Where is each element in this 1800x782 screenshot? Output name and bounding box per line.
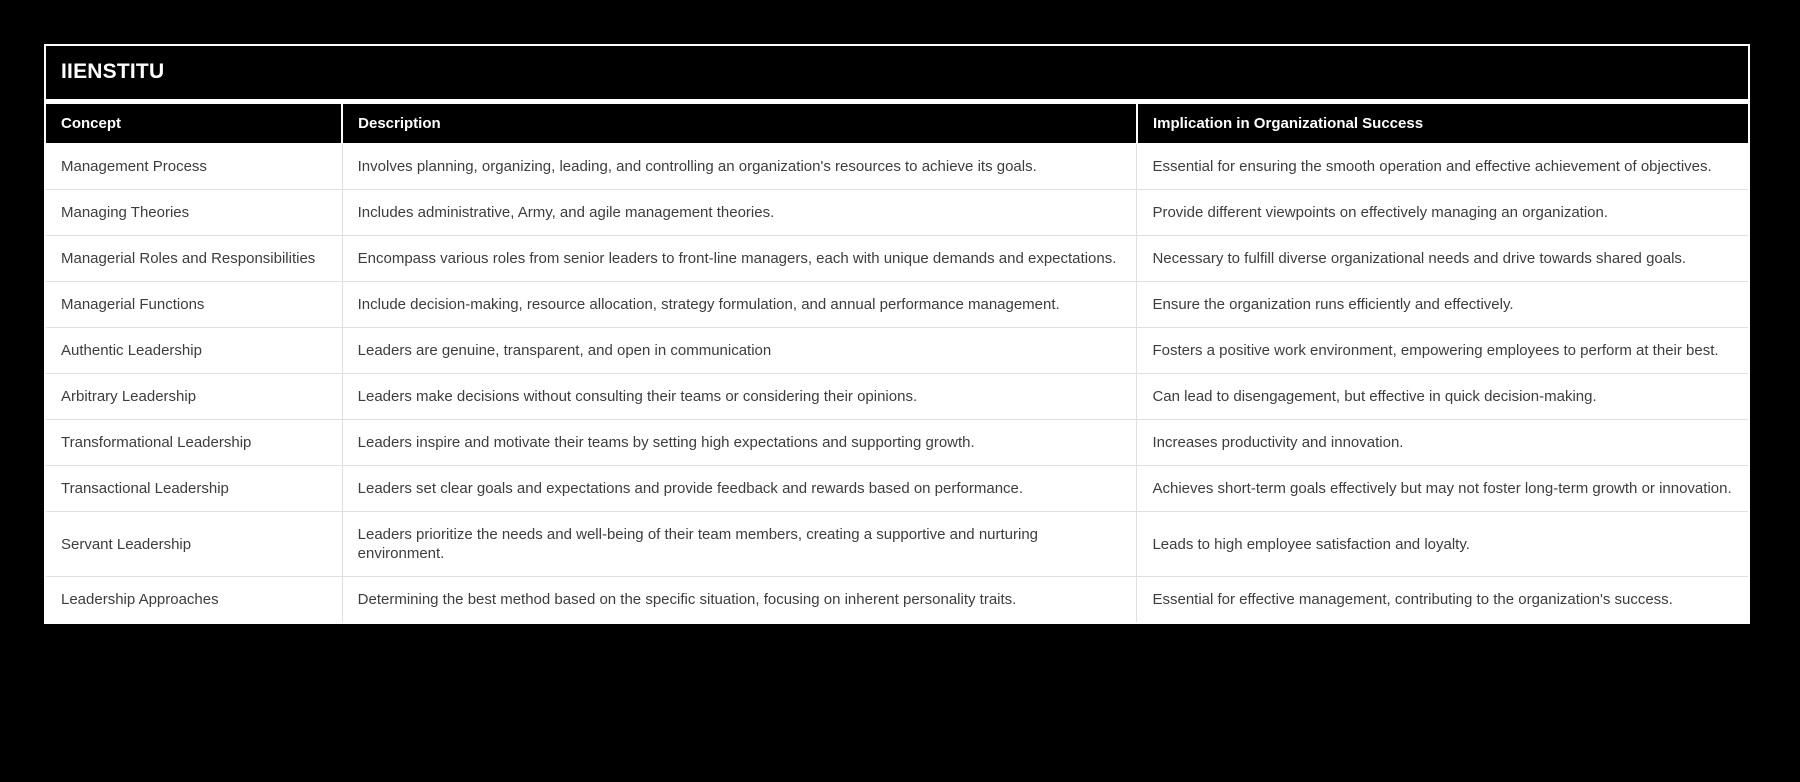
table-cell-implication: Necessary to fulfill diverse organizational needs and drive towards shared goals. [1137,236,1748,282]
column-header-concept: Concept [46,104,342,144]
table-row [46,512,1748,577]
table-cell-description: Involves planning, organizing, leading, and controlling an organization's resources to achieve its goals. [342,144,1137,190]
table-cell-implication: Increases productivity and innovation. [1137,420,1748,466]
table-cell-concept: Managing Theories [46,190,342,236]
table-cell-concept: Transformational Leadership [46,420,342,466]
table-cell-description: Leaders are genuine, transparent, and open in communication [342,328,1137,374]
table-cell-implication: Essential for ensuring the smooth operation and effective achievement of objectives. [1137,144,1748,190]
table-cell-description: Leaders make decisions without consulting their teams or considering their opinions. [342,374,1137,420]
table-row [46,236,1748,282]
table-cell-concept: Transactional Leadership [46,466,342,512]
table-row [46,577,1748,623]
table-cell-concept: Managerial Functions [46,282,342,328]
column-header-implication: Implication in Organizational Success [1137,104,1748,144]
table-body [46,144,1748,623]
table-cell-description: Leaders set clear goals and expectations and provide feedback and rewards based on performance. [342,466,1137,512]
table-row [46,282,1748,328]
table-cell-description: Leaders prioritize the needs and well-being of their team members, creating a supportive and nurturing environment. [342,512,1137,577]
concepts-table [46,104,1748,622]
table-cell-implication: Essential for effective management, contributing to the organization's success. [1137,577,1748,623]
table-cell-description: Encompass various roles from senior leaders to front-line managers, each with unique demands and expectations. [342,236,1137,282]
table-cell-description: Leaders inspire and motivate their teams by setting high expectations and supporting growth. [342,420,1137,466]
table-cell-implication: Ensure the organization runs efficiently and effectively. [1137,282,1748,328]
concepts-panel [44,44,1750,624]
table-row [46,420,1748,466]
table-header [46,104,1748,144]
table-cell-implication: Fosters a positive work environment, empowering employees to perform at their best. [1137,328,1748,374]
table-row [46,466,1748,512]
column-header-description: Description [342,104,1137,144]
table-cell-implication: Provide different viewpoints on effectively managing an organization. [1137,190,1748,236]
table-cell-description: Include decision-making, resource allocation, strategy formulation, and annual performance management. [342,282,1137,328]
table-cell-implication: Achieves short-term goals effectively but may not foster long-term growth or innovation. [1137,466,1748,512]
table-cell-description: Determining the best method based on the specific situation, focusing on inherent personality traits. [342,577,1137,623]
table-cell-description: Includes administrative, Army, and agile management theories. [342,190,1137,236]
brand-title: IIENSTITU [46,46,1748,99]
table-cell-concept: Management Process [46,144,342,190]
table-row [46,374,1748,420]
table-row [46,144,1748,190]
table-cell-implication: Leads to high employee satisfaction and loyalty. [1137,512,1748,577]
table-cell-concept: Servant Leadership [46,512,342,577]
table-cell-concept: Managerial Roles and Responsibilities [46,236,342,282]
table-cell-concept: Arbitrary Leadership [46,374,342,420]
table-cell-concept: Authentic Leadership [46,328,342,374]
table-row [46,328,1748,374]
table-row [46,190,1748,236]
table-cell-implication: Can lead to disengagement, but effective in quick decision-making. [1137,374,1748,420]
table-header-row [46,104,1748,144]
table-cell-concept: Leadership Approaches [46,577,342,623]
